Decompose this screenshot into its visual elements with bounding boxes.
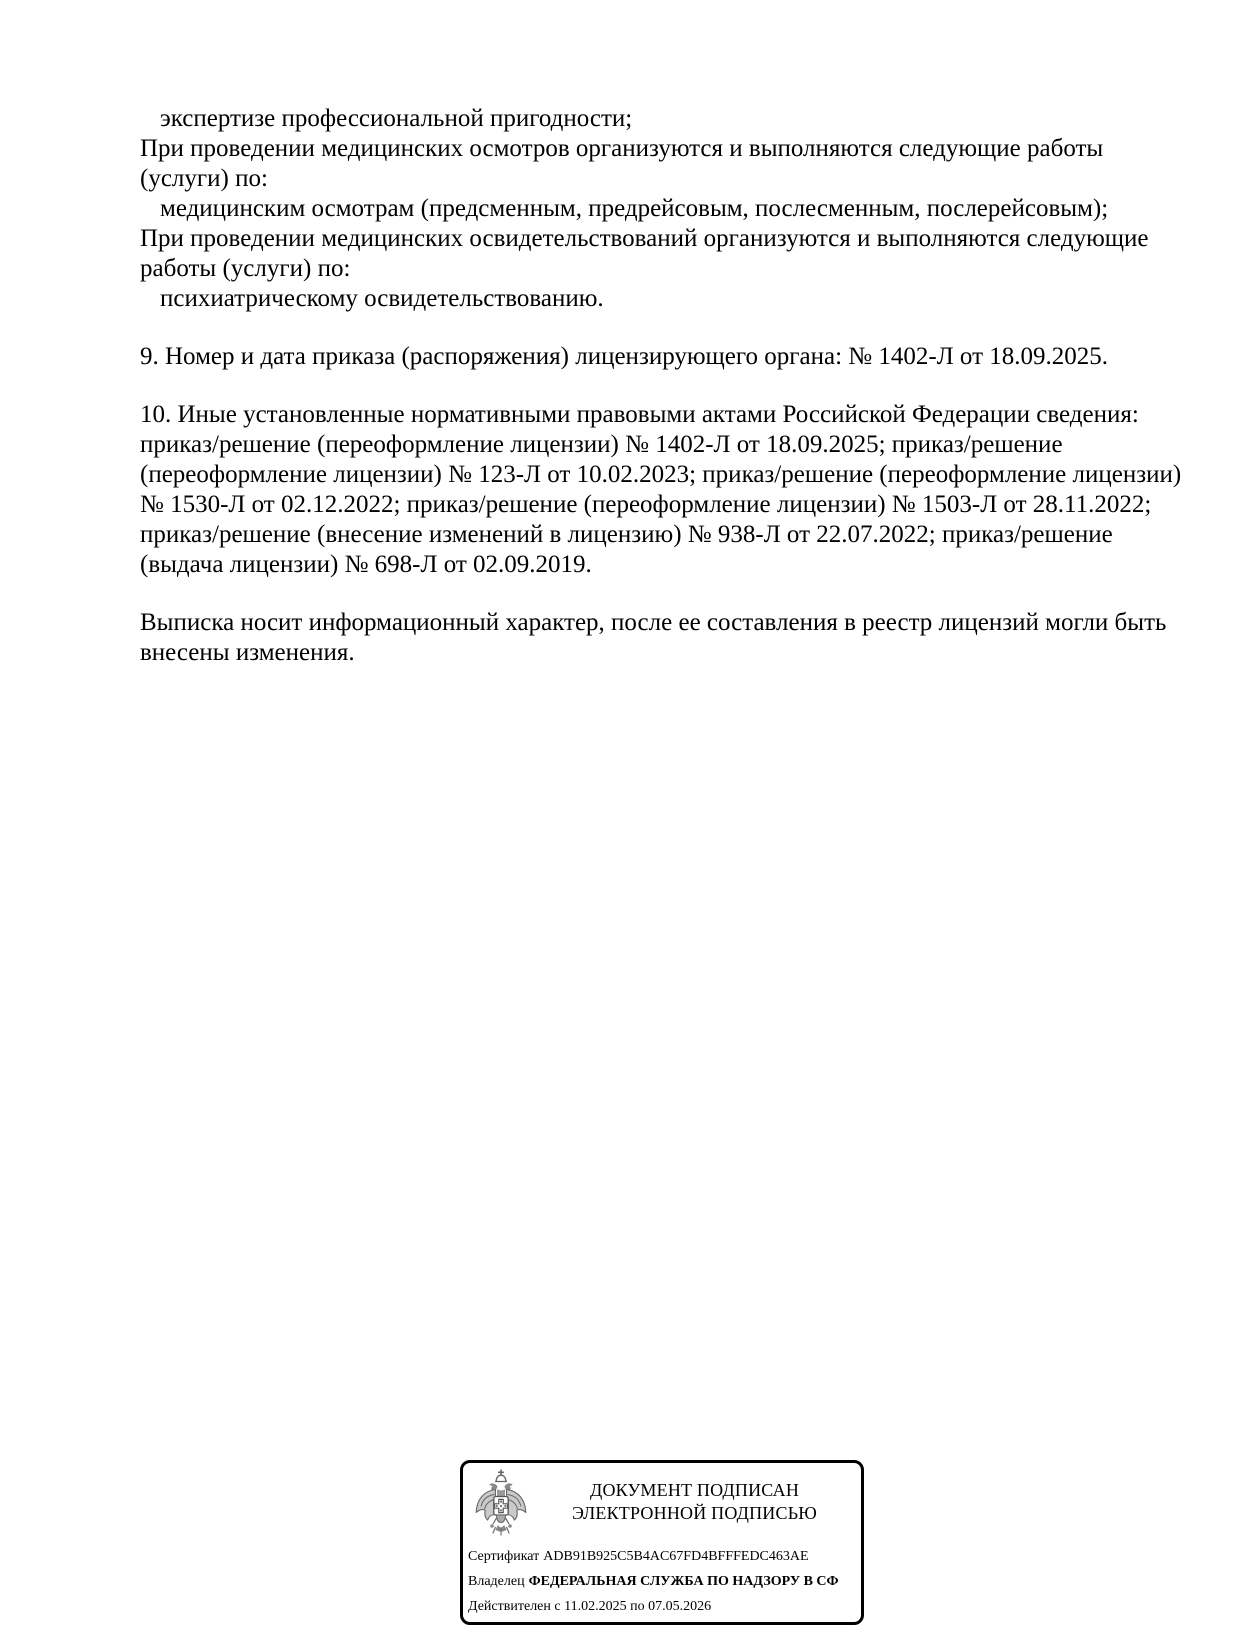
- paragraph-work-item-expertise: [140, 104, 1210, 134]
- stamp-title-line2: ЭЛЕКТРОННОЙ ПОДПИСЬЮ: [572, 1503, 817, 1523]
- paragraph-work-item-psychiatric: [140, 284, 1210, 314]
- text-line: Выписка носит информационный характер, после ее составления в реестр лицензий могли быть: [140, 609, 1167, 636]
- owner-value: ФЕДЕРАЛЬНАЯ СЛУЖБА ПО НАДЗОРУ В СФ: [528, 1574, 839, 1589]
- text-line: психиатрическому освидетельствованию.: [160, 285, 604, 312]
- text-line: приказ/решение (переоформление лицензии) № 1402-Л от 18.09.2025; приказ/решение: [140, 431, 1063, 458]
- document-text: [140, 104, 1210, 668]
- owner-line: [468, 1569, 861, 1594]
- paragraph-item-9-order-number: [140, 342, 1210, 372]
- text-line: внесены изменения.: [140, 639, 355, 666]
- stamp-header-row: [463, 1463, 861, 1548]
- paragraph-disclaimer: [140, 608, 1210, 668]
- text-line: медицинским осмотрам (предсменным, предрейсовым, послесменным, послерейсовым);: [160, 195, 1109, 222]
- certificate-line: [468, 1544, 861, 1569]
- paragraph-medical-certifications-intro: [140, 224, 1210, 284]
- roszdravnadzor-emblem-icon: [474, 1469, 528, 1548]
- text-line: При проведении медицинских освидетельствований организуются и выполняются следующие: [140, 225, 1149, 252]
- text-line: 10. Иные установленные нормативными правовыми актами Российской Федерации сведения:: [140, 401, 1139, 428]
- paragraph-medical-exams-intro: [140, 134, 1210, 194]
- stamp-title-line1: ДОКУМЕНТ ПОДПИСАН: [589, 1480, 800, 1500]
- text-line: приказ/решение (внесение изменений в лицензию) № 938-Л от 22.07.2022; приказ/решение: [140, 521, 1113, 548]
- text-line: При проведении медицинских осмотров организуются и выполняются следующие работы: [140, 135, 1104, 162]
- text-line: экспертизе профессиональной пригодности;: [160, 105, 633, 132]
- certificate-label: Сертификат: [468, 1549, 540, 1564]
- stamp-title: [528, 1479, 861, 1525]
- text-line: (выдача лицензии) № 698-Л от 02.09.2019.: [140, 551, 592, 578]
- text-line: 9. Номер и дата приказа (распоряжения) лицензирующего органа: № 1402-Л от 18.09.2025.: [140, 343, 1109, 370]
- owner-label: Владелец: [468, 1574, 525, 1589]
- text-line: (переоформление лицензии) № 123-Л от 10.02.2023; приказ/решение (переоформление лицензии): [140, 461, 1182, 488]
- certificate-value: ADB91B925C5B4AC67FD4BFFFEDC463AE: [543, 1549, 809, 1564]
- signature-stamp: [460, 1460, 864, 1625]
- paragraph-item-10-other-info: [140, 400, 1210, 580]
- text-line: № 1530-Л от 02.12.2022; приказ/решение (переоформление лицензии) № 1503-Л от 28.11.2022;: [140, 491, 1152, 518]
- text-line: (услуги) по:: [140, 165, 268, 192]
- signature-details: [468, 1544, 861, 1619]
- validity-line: Действителен с 11.02.2025 по 07.05.2026: [468, 1599, 712, 1614]
- text-line: работы (услуги) по:: [140, 255, 351, 282]
- paragraph-work-item-medical-exams: [140, 194, 1210, 224]
